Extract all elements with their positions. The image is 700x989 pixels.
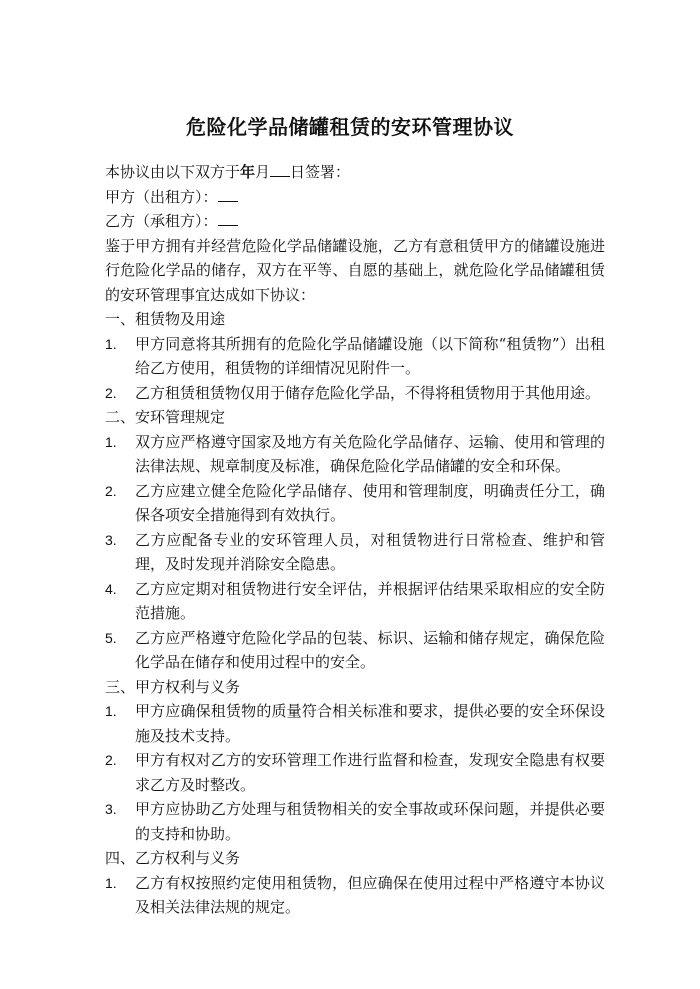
list-item <box>105 332 605 381</box>
day-blank <box>270 161 290 177</box>
party-a-label: 甲方（出租方）： <box>105 187 218 206</box>
party-b-line <box>105 209 605 234</box>
intro-pre: 本协议由以下双方于 <box>105 163 241 181</box>
list-item <box>105 626 605 675</box>
section-heading: 一、租赁物及用途 <box>105 310 226 328</box>
item-number: 4. <box>105 580 117 597</box>
item-number: 2. <box>105 482 117 499</box>
party-b-label: 乙方（承租方）： <box>105 212 218 230</box>
list-item <box>105 528 605 577</box>
document-title: 危险化学品储罐租赁的安环管理协议 <box>186 115 514 139</box>
item-number: 1. <box>105 874 117 891</box>
item-number: 2. <box>105 752 117 768</box>
list-item <box>105 748 605 797</box>
section-heading: 四、乙方权利与义务 <box>105 849 241 867</box>
item-number: 1. <box>105 433 117 450</box>
party-a-blank <box>218 186 238 202</box>
list-item <box>105 430 605 479</box>
section-heading: 三、甲方权利与义务 <box>105 677 241 696</box>
intro-day: 日签署： <box>290 163 351 181</box>
item-text: 甲方应协助乙方处理与租赁物相关的安全事故或环保问题，并提供必要的支持和协助。 <box>135 800 605 843</box>
item-text: 乙方应配备专业的安环管理人员，对租赁物进行日常检查、维护和管理，及时发现并消除安全隐患。 <box>135 530 605 573</box>
party-b-blank <box>218 210 238 226</box>
item-text: 双方应严格遵守国家及地方有关危险化学品储存、运输、使用和管理的法律法规、规章制度及标准，确保危险化学品储罐的安全和环保。 <box>135 432 605 475</box>
item-text: 乙方应定期对租赁物进行安全评估，并根据评估结果采取相应的安全防范措施。 <box>135 579 605 622</box>
section-heading: 二、安环管理规定 <box>105 408 226 426</box>
item-text: 乙方应建立健全危险化学品储存、使用和管理制度，明确责任分工，确保各项安全措施得到有效执行。 <box>135 481 605 524</box>
preamble: 鉴于甲方拥有并经营危险化学品储罐设施，乙方有意租赁甲方的储罐设施进行危险化学品的储存，双方在平等、自愿的基础上，就危险化学品储罐租赁的安环管理事宜达成如下协议： <box>105 236 605 304</box>
list-item <box>105 479 605 528</box>
item-number: 1. <box>105 703 117 719</box>
item-text: 乙方有权按照约定使用租赁物，但应确保在使用过程中严格遵守本协议及相关法律法规的规定。 <box>135 873 605 916</box>
item-number: 2. <box>105 384 117 401</box>
signing-date-line <box>105 160 605 185</box>
list-item <box>105 797 605 846</box>
item-text: 甲方应确保租赁物的质量符合相关标准和要求，提供必要的安全环保设施及技术支持。 <box>135 702 605 745</box>
item-text: 甲方有权对乙方的安环管理工作进行监督和检查，发现安全隐患有权要求乙方及时整改。 <box>135 751 605 794</box>
item-text: 乙方应严格遵守危险化学品的包装、标识、运输和储存规定，确保危险化学品在储存和使用过程中的安全。 <box>135 628 605 671</box>
item-number: 1. <box>105 335 117 352</box>
list-item <box>105 381 605 406</box>
list-item <box>105 871 605 920</box>
item-text: 乙方租赁租赁物仅用于储存危险化学品，不得将租赁物用于其他用途。 <box>135 383 601 402</box>
item-number: 3. <box>105 801 117 817</box>
list-item <box>105 699 605 748</box>
intro-month: 月 <box>255 163 271 181</box>
item-text: 甲方同意将其所拥有的危险化学品储罐设施（以下简称“租赁物”）出租给乙方使用，租赁物的详细情况见附件一。 <box>135 334 605 377</box>
intro-year: 年 <box>240 163 256 181</box>
item-number: 5. <box>105 629 117 646</box>
party-a-line <box>105 185 605 210</box>
item-number: 3. <box>105 531 117 548</box>
document-body <box>105 160 605 920</box>
list-item <box>105 577 605 626</box>
